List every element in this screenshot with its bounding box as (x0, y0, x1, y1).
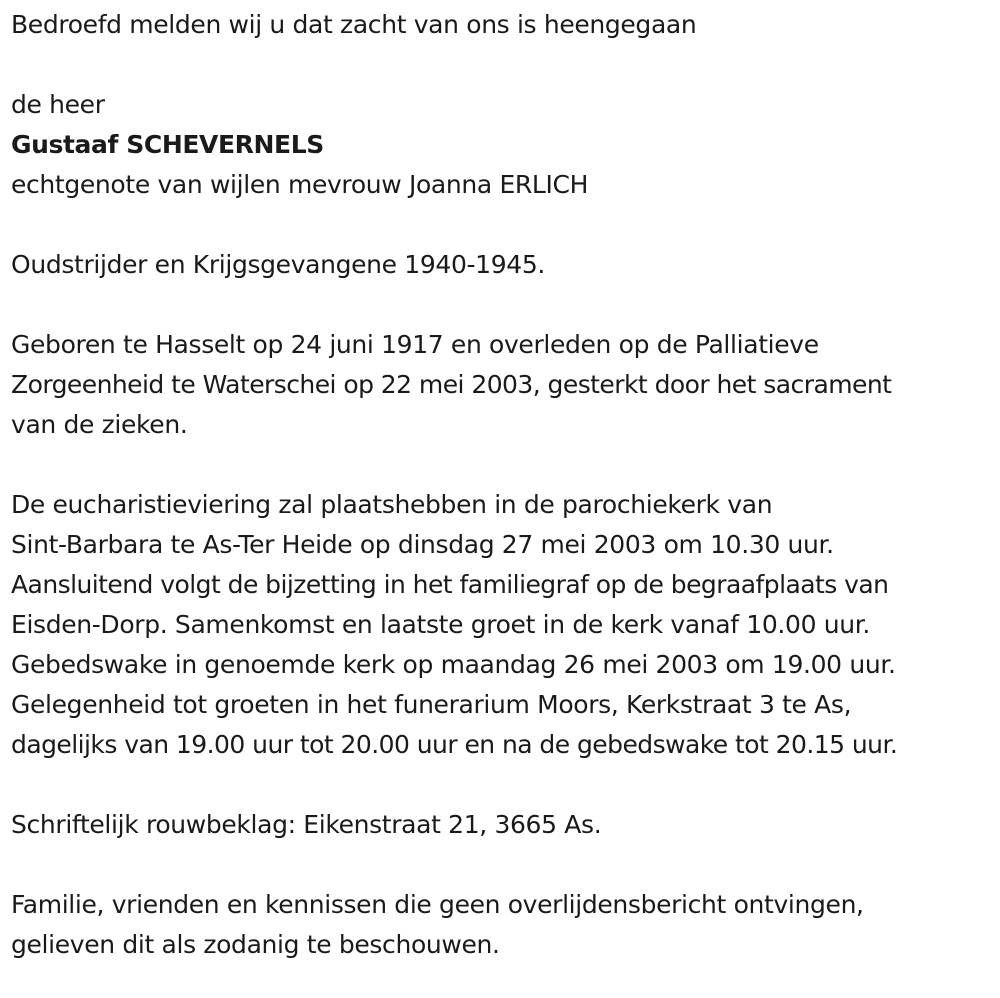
paragraph-line: Gebedswake in genoemde kerk op maandag 26 mei 2003 om 19.00 uur. (11, 650, 896, 679)
paragraph-line: Aansluitend volgt de bijzetting in het familiegraf op de begraafplaats van (11, 570, 889, 599)
spacer (11, 845, 996, 885)
paragraph-line: Geboren te Hasselt op 24 juni 1917 en overleden op de Palliatieve (11, 330, 819, 359)
condolence-address: Schriftelijk rouwbeklag: Eikenstraat 21, 3665 As. (11, 810, 602, 839)
paragraph-line: Eisden-Dorp. Samenkomst en laatste groet in de kerk vanaf 10.00 uur. (11, 610, 870, 639)
spacer (11, 765, 996, 805)
paragraph-line: Sint-Barbara te As-Ter Heide op dinsdag 27 mei 2003 om 10.30 uur. (11, 530, 834, 559)
paragraph-line: gelieven dit als zodanig te beschouwen. (11, 930, 500, 959)
paragraph-line: van de zieken. (11, 410, 188, 439)
deceased-name: Gustaaf SCHEVERNELS (11, 130, 324, 159)
spacer (11, 205, 996, 245)
paragraph-line: Gelegenheid tot groeten in het funerarium Moors, Kerkstraat 3 te As, (11, 690, 852, 719)
spouse-line: echtgenote van wijlen mevrouw Joanna ERLICH (11, 170, 589, 199)
spacer (11, 45, 996, 85)
spacer (11, 285, 996, 325)
intro-text: Bedroefd melden wij u dat zacht van ons is heengegaan (11, 10, 697, 39)
paragraph-line: De eucharistieviering zal plaatshebben in de parochiekerk van (11, 490, 773, 519)
paragraph-line: dagelijks van 19.00 uur tot 20.00 uur en na de gebedswake tot 20.15 uur. (11, 730, 898, 759)
paragraph-line: Zorgeenheid te Waterschei op 22 mei 2003, gesterkt door het sacrament (11, 370, 892, 399)
veteran-line: Oudstrijder en Krijgsgevangene 1940-1945. (11, 250, 545, 279)
salutation: de heer (11, 90, 105, 119)
spacer (11, 445, 996, 485)
ceremony-paragraph (11, 485, 996, 765)
birth-death-paragraph (11, 325, 996, 445)
paragraph-line: Familie, vrienden en kennissen die geen overlijdensbericht ontvingen, (11, 890, 864, 919)
obituary-notice (11, 5, 996, 965)
closing-paragraph (11, 885, 996, 965)
